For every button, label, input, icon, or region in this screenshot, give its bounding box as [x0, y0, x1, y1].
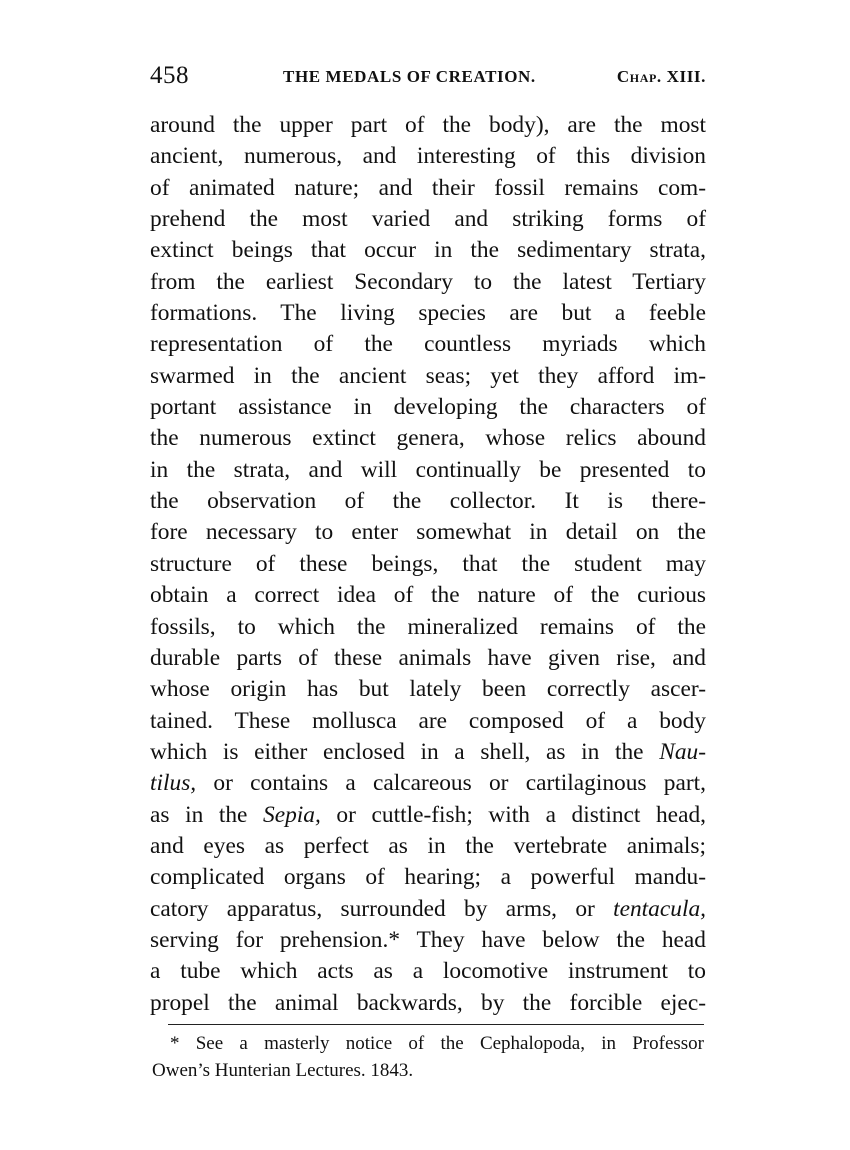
text-line: [150, 329, 706, 360]
text-segment: obtain a correct idea of the nature of the curious: [150, 582, 706, 609]
text-line: [150, 706, 706, 737]
text-segment: around the upper part of the body), are the most: [150, 112, 706, 138]
italic-term: tilus,: [150, 770, 197, 797]
text-line: [150, 800, 706, 831]
text-segment: in the strata, and will continually be presented to: [150, 456, 706, 483]
text-segment: prehend the most varied and striking forms of: [150, 206, 706, 233]
text-line: [150, 141, 706, 172]
text-segment: complicated organs of hearing; a powerful mandu-: [150, 864, 706, 891]
text-line: [150, 235, 706, 266]
text-segment: durable parts of these animals have given rise, and: [150, 644, 706, 671]
text-line: [150, 674, 706, 705]
text-line: [150, 768, 706, 799]
text-line: [150, 392, 706, 423]
italic-term: tentacula,: [613, 895, 706, 922]
text-segment: as in the: [150, 801, 264, 828]
text-line: [150, 486, 706, 517]
text-line: [150, 643, 706, 674]
text-segment: a tube which acts as a locomotive instrument to: [150, 958, 706, 985]
text-line: [150, 110, 706, 141]
italic-term: Sepia,: [263, 801, 321, 828]
text-segment: formations. The living species are but a feeble: [150, 300, 706, 327]
footnote-rule: [168, 1024, 704, 1025]
footnote-line: Owen’s Hunterian Lectures. 1843.: [152, 1060, 414, 1081]
text-line: [150, 956, 706, 987]
text-segment: of animated nature; and their fossil remains com-: [150, 174, 706, 201]
text-segment: tained. These mollusca are composed of a body: [150, 707, 706, 734]
text-line: [150, 455, 706, 486]
text-segment: catory apparatus, surrounded by arms, or: [150, 895, 614, 922]
footnotes: [152, 1030, 704, 1084]
text-line: [150, 988, 706, 1019]
text-segment: or cuttle-fish; with a distinct head,: [320, 801, 706, 828]
text-segment: whose origin has but lately been correctly ascer-: [150, 676, 706, 703]
text-line: [150, 298, 706, 329]
text-segment: the numerous extinct genera, whose relics abound: [150, 425, 706, 452]
page-number: 458: [150, 62, 189, 89]
text-segment: ancient, numerous, and interesting of this division: [150, 143, 706, 170]
text-line: [150, 423, 706, 454]
italic-term: Nau-: [659, 738, 706, 765]
text-segment: the observation of the collector. It is there-: [150, 488, 706, 515]
text-line: [150, 173, 706, 204]
text-segment: fossils, to which the mineralized remains of the: [150, 613, 706, 640]
text-segment: representation of the countless myriads which: [150, 331, 706, 358]
text-segment: swarmed in the ancient seas; yet they afford im-: [150, 362, 706, 389]
text-line: [150, 517, 706, 548]
text-segment: portant assistance in developing the characters of: [150, 394, 706, 421]
text-segment: propel the animal backwards, by the forcible ejec-: [150, 989, 706, 1016]
text-segment: or contains a calcareous or cartilaginous part,: [196, 770, 706, 797]
text-segment: from the earliest Secondary to the latest Tertiary: [150, 268, 706, 295]
text-line: [150, 612, 706, 643]
body-text: [150, 110, 706, 1019]
text-line: [150, 204, 706, 235]
text-line: [150, 894, 706, 925]
text-segment: which is either enclosed in a shell, as in the: [150, 738, 660, 765]
running-title: THE MEDALS OF CREATION.: [283, 67, 536, 86]
text-segment: structure of these beings, that the student may: [150, 550, 706, 577]
text-line: [150, 831, 706, 862]
running-head: [150, 62, 706, 92]
text-segment: fore necessary to enter somewhat in detail on the: [150, 519, 706, 546]
text-line: [150, 549, 706, 580]
text-line: [150, 267, 706, 298]
chapter-label: Chap. XIII.: [616, 67, 706, 86]
text-segment: serving for prehension.* They have below the head: [150, 926, 706, 953]
text-line: [150, 925, 706, 956]
text-line: [150, 862, 706, 893]
text-line: [150, 737, 706, 768]
text-line: [150, 361, 706, 392]
text-line: [150, 580, 706, 611]
footnote-line: * See a masterly notice of the Cephalopoda, in Professor: [170, 1033, 704, 1054]
text-segment: extinct beings that occur in the sedimentary strata,: [150, 237, 706, 264]
text-segment: and eyes as perfect as in the vertebrate animals;: [150, 832, 706, 859]
